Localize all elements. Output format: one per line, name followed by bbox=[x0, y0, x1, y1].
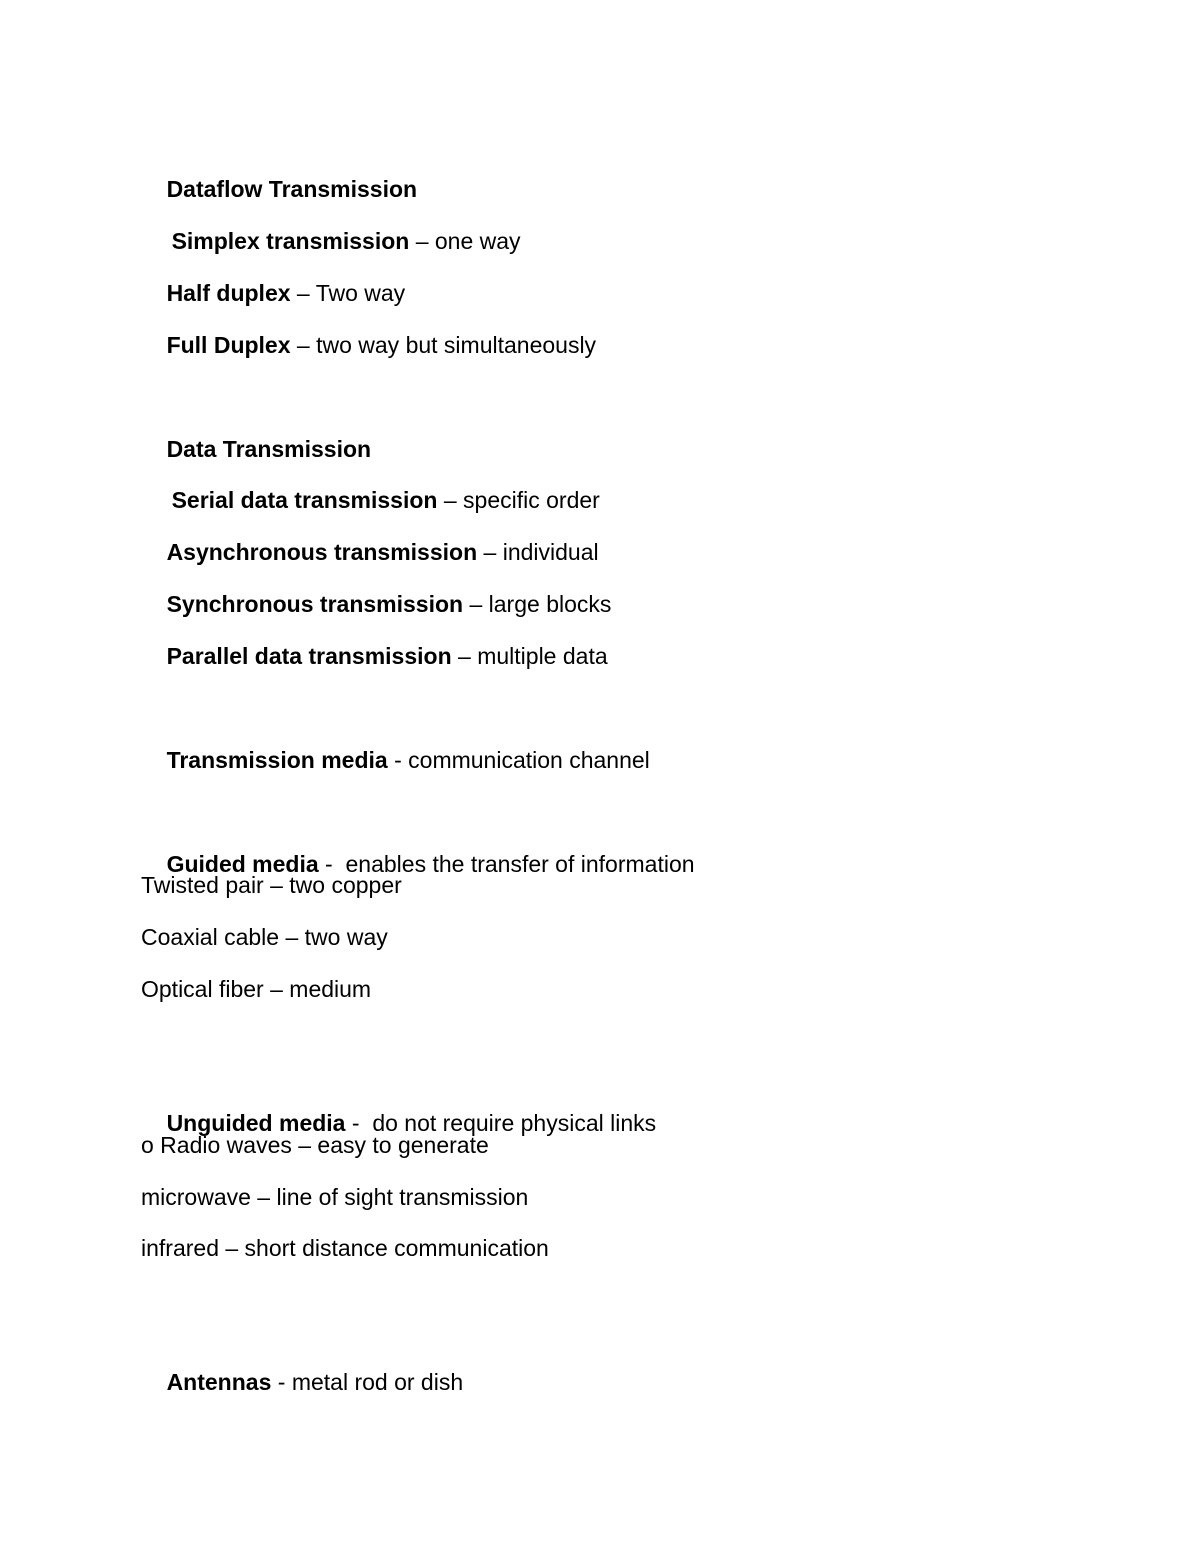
item-separator: – bbox=[290, 332, 317, 358]
item-term: Transmission media bbox=[166, 747, 388, 773]
item-term: Synchronous transmission bbox=[166, 591, 464, 617]
item-term: Parallel data transmission bbox=[166, 643, 452, 669]
item-description: metal rod or dish bbox=[291, 1369, 464, 1395]
item-term: Asynchronous transmission bbox=[166, 539, 478, 565]
item-separator: – bbox=[290, 280, 316, 306]
item-separator: - bbox=[318, 851, 346, 877]
item-separator: – bbox=[437, 487, 464, 513]
heading-data-transmission: Data Transmission bbox=[166, 436, 372, 462]
item-description: multiple data bbox=[477, 643, 608, 669]
item-separator: - bbox=[345, 1110, 373, 1136]
item-description: Two way bbox=[315, 280, 406, 306]
item-description: one way bbox=[434, 228, 521, 254]
item-description: specific order bbox=[463, 487, 600, 513]
item-full-duplex bbox=[141, 300, 596, 390]
item-term: Simplex transmission bbox=[171, 228, 410, 254]
item-term: Guided media bbox=[166, 851, 319, 877]
list-item-twisted-pair: Twisted pair – two copper bbox=[141, 872, 402, 898]
item-separator: - bbox=[387, 747, 409, 773]
item-description: individual bbox=[502, 539, 599, 565]
item-term: Antennas bbox=[166, 1369, 272, 1395]
item-description: two way but simultaneously bbox=[316, 332, 597, 358]
item-separator: – bbox=[409, 228, 435, 254]
item-antennas bbox=[141, 1337, 463, 1427]
item-separator: - bbox=[271, 1369, 292, 1395]
item-term: Unguided media bbox=[166, 1110, 346, 1136]
item-description: communication channel bbox=[408, 747, 650, 773]
item-parallel-data-transmission bbox=[141, 611, 608, 701]
item-description: do not require physical links bbox=[372, 1110, 657, 1136]
item-separator: – bbox=[463, 591, 489, 617]
list-item-infrared: infrared – short distance communication bbox=[141, 1235, 549, 1261]
list-item-optical-fiber: Optical fiber – medium bbox=[141, 976, 372, 1002]
item-description: large blocks bbox=[488, 591, 612, 617]
heading-dataflow-transmission: Dataflow Transmission bbox=[166, 176, 418, 202]
item-separator: – bbox=[451, 643, 478, 669]
item-separator: – bbox=[477, 539, 503, 565]
item-term: Half duplex bbox=[166, 280, 291, 306]
item-transmission-media bbox=[141, 715, 650, 805]
list-item-microwave: microwave – line of sight transmission bbox=[141, 1184, 529, 1210]
item-description: enables the transfer of information bbox=[345, 851, 695, 877]
item-term: Serial data transmission bbox=[171, 487, 438, 513]
item-term: Full Duplex bbox=[166, 332, 291, 358]
list-item-coaxial-cable: Coaxial cable – two way bbox=[141, 924, 388, 950]
list-item-radio-waves: o Radio waves – easy to generate bbox=[141, 1132, 489, 1158]
